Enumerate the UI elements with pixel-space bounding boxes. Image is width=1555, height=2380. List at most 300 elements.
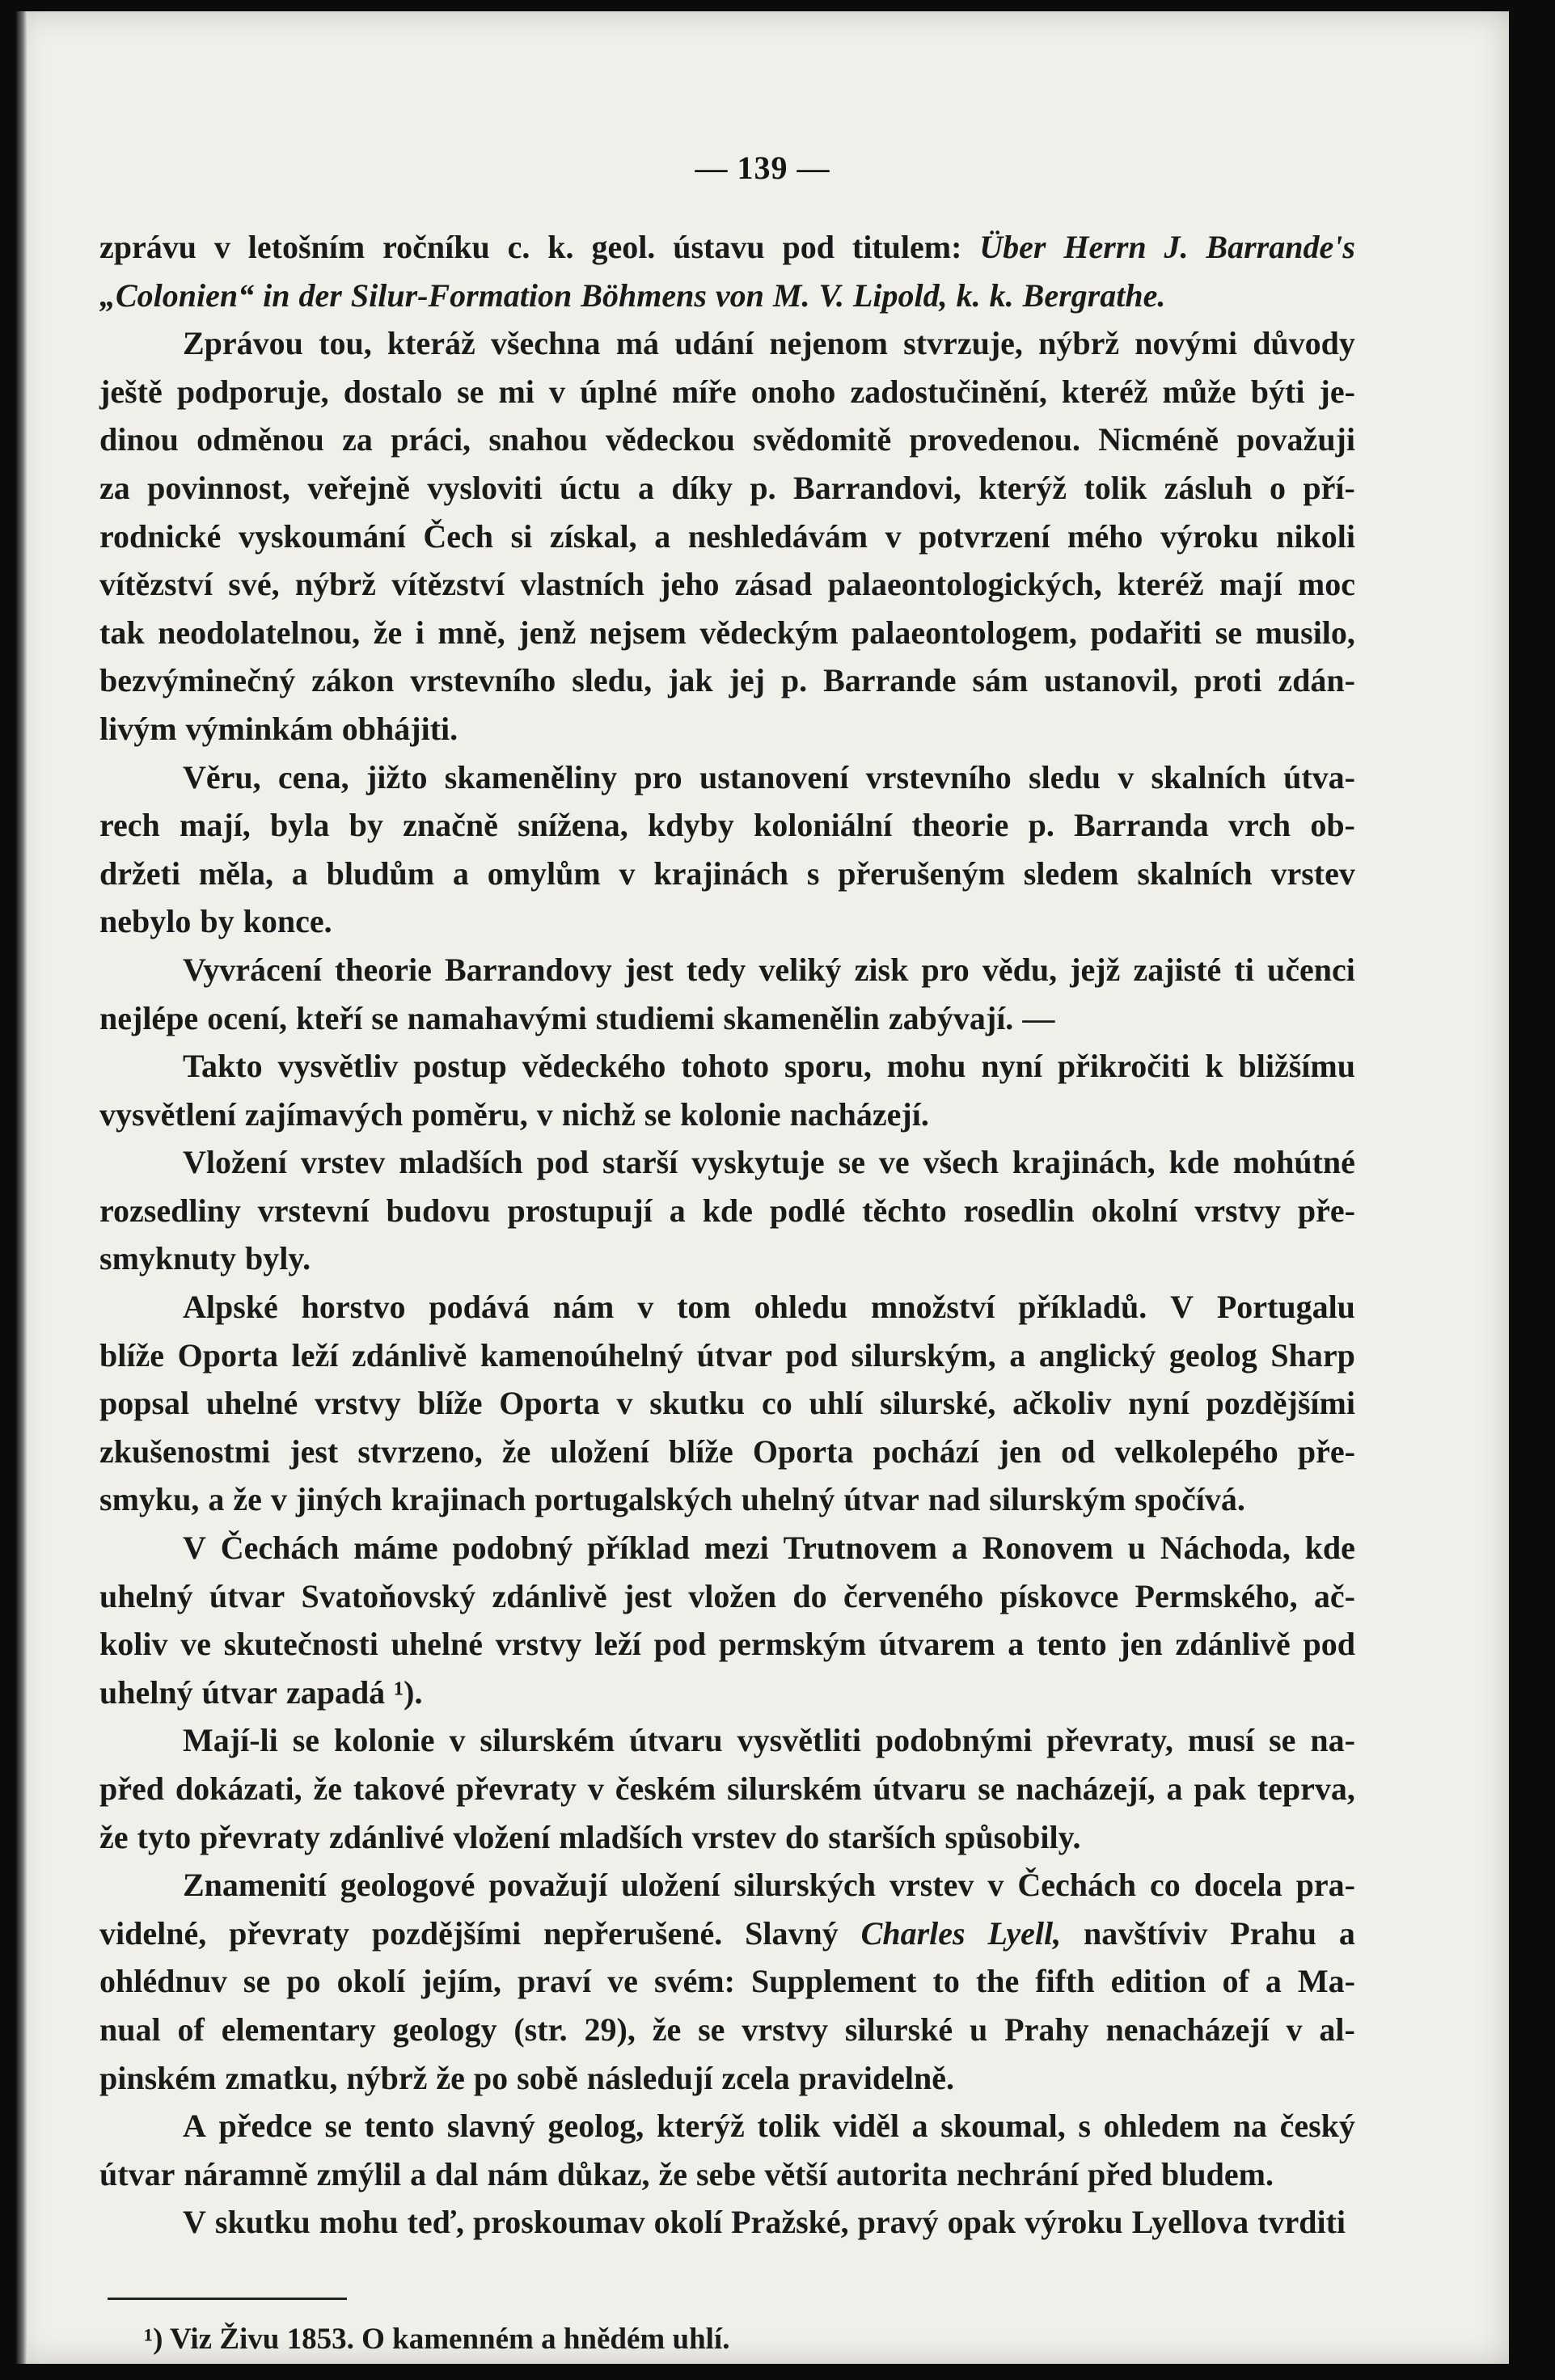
word: Takto <box>183 1048 263 1085</box>
word: Čechách <box>220 1530 340 1567</box>
word: zkušenostmi <box>99 1433 271 1470</box>
word: namahavými <box>407 999 587 1036</box>
word: neshledávám <box>687 517 868 555</box>
word: pískovce <box>999 1577 1119 1614</box>
word: silurské, <box>879 1385 996 1422</box>
word: zmatku, <box>225 2059 338 2096</box>
word: jiných <box>295 1481 382 1518</box>
word: před <box>1088 2155 1153 2192</box>
word: „Colonien“ <box>99 276 255 314</box>
word: V. <box>818 276 844 314</box>
word: geol. <box>591 229 656 265</box>
word: nejenom <box>769 325 888 362</box>
word: vlastních <box>520 566 644 603</box>
word: palaeontologem, <box>851 614 1077 651</box>
word: tou, <box>319 325 372 362</box>
word: livým <box>99 710 177 747</box>
word: pod <box>782 229 835 265</box>
word: uhlí <box>809 1385 864 1422</box>
word: Ma- <box>1297 1963 1355 2000</box>
word: blíže <box>668 1433 733 1470</box>
word: potvrzení <box>919 517 1050 555</box>
word: míře <box>671 373 737 410</box>
word: nyní <box>1128 1385 1189 1422</box>
word: útvaru <box>629 1722 723 1759</box>
word: kolonie <box>680 1095 781 1133</box>
word: skamenělin <box>723 999 880 1036</box>
word: vrstevní <box>257 1192 370 1229</box>
word: zabývají. <box>888 999 1014 1036</box>
word: Barrande's <box>1206 229 1355 265</box>
word: a <box>1008 1626 1025 1663</box>
text-line <box>99 1909 1355 1958</box>
word: pří- <box>1303 469 1355 506</box>
word: byly. <box>244 1240 311 1277</box>
word: zisk <box>854 951 909 988</box>
text-line <box>99 1042 1355 1091</box>
word: se <box>243 1963 271 2000</box>
word: a <box>1265 1963 1282 2000</box>
word: vrch <box>1228 807 1291 844</box>
word: se <box>644 1095 672 1133</box>
word: viděl <box>832 2108 900 2145</box>
word: ti <box>1234 951 1254 988</box>
word: podlé <box>769 1192 846 1229</box>
word: permským <box>718 1626 867 1663</box>
word: tento <box>364 2108 435 2145</box>
word: snahou <box>488 421 588 458</box>
word: odměnou <box>196 421 324 458</box>
word: se <box>1215 614 1243 651</box>
text-line <box>99 2198 1355 2247</box>
word: nebylo <box>99 903 192 940</box>
word: náramně <box>184 2155 308 2192</box>
word: Svatoňovský <box>301 1577 476 1614</box>
word: příkladů. <box>1018 1289 1147 1326</box>
word: uložení <box>621 1867 720 1904</box>
word: podobnými <box>875 1722 1033 1759</box>
word: pozdějšími <box>1206 1385 1355 1422</box>
word: Silur-Formation <box>350 276 573 314</box>
word: nýbrž <box>1038 325 1120 362</box>
word: podává <box>429 1289 530 1326</box>
word: Charles <box>860 1914 966 1952</box>
word: množství <box>871 1289 995 1326</box>
word: uložení <box>550 1433 649 1470</box>
word: vrstvy <box>1194 1192 1281 1229</box>
word: nejsem <box>589 614 687 651</box>
word: nechrání <box>956 2155 1080 2192</box>
word: Nicméně <box>1098 421 1219 458</box>
word: ač- <box>1313 1577 1355 1614</box>
word: sobě <box>517 2059 578 2096</box>
word: omylům <box>487 855 601 892</box>
word: v <box>987 1867 1004 1904</box>
word: učenci <box>1266 951 1355 988</box>
word: mezi <box>704 1530 769 1567</box>
word: uhelný <box>99 1673 193 1711</box>
word: Sharp <box>1270 1336 1355 1374</box>
word: k <box>1205 1048 1223 1085</box>
word: zdánlivě <box>351 1336 467 1374</box>
word: je- <box>1319 373 1355 410</box>
word: že <box>373 614 403 651</box>
word: ve <box>607 1963 638 2000</box>
word: a <box>911 2108 928 2145</box>
word: Barranda <box>1074 807 1209 844</box>
word: kteří <box>296 999 363 1036</box>
word: všech <box>923 1144 999 1181</box>
word: budovu <box>386 1192 491 1229</box>
word: — <box>1022 999 1055 1036</box>
word: nacházejí. <box>789 1095 929 1133</box>
word: zmýlil <box>316 2155 402 2192</box>
word: praví <box>517 1963 592 2000</box>
word: the <box>975 1963 1020 2000</box>
word: kde <box>1168 1144 1219 1181</box>
word: smyku, <box>99 1481 200 1518</box>
word: českém <box>615 1770 716 1807</box>
word: opak <box>947 2204 1016 2241</box>
text-line <box>99 801 1355 850</box>
word: v <box>616 1385 633 1422</box>
word: sporu, <box>784 1048 872 1085</box>
word: že <box>501 1433 531 1470</box>
word: skoumal, <box>940 2108 1066 2145</box>
word: vysvětliv <box>277 1048 399 1085</box>
body-text <box>99 223 1355 2247</box>
word: mohu <box>319 2204 399 2241</box>
word: Permského, <box>1135 1577 1298 1614</box>
word: Zprávou <box>183 325 303 362</box>
word: poměru, <box>412 1095 528 1133</box>
text-line <box>99 753 1355 802</box>
word: silurském <box>727 1770 862 1807</box>
word: co <box>1150 1867 1181 1904</box>
word: kde <box>1304 1530 1355 1567</box>
word: pro <box>634 758 682 795</box>
word: Trutnovem <box>783 1530 937 1567</box>
word: bližšímu <box>1238 1048 1355 1085</box>
word: útvar <box>843 1481 919 1518</box>
word: Über <box>979 229 1046 265</box>
word: se <box>457 373 484 410</box>
word: navštíviv <box>1084 1914 1208 1952</box>
word: obhájiti. <box>341 710 458 747</box>
word: konce. <box>243 903 332 940</box>
word: důkaz, <box>557 2155 650 2192</box>
word: převraty <box>456 1770 577 1807</box>
word: studiemi <box>595 999 715 1036</box>
word: musí <box>1187 1722 1255 1759</box>
word: kde <box>702 1192 753 1229</box>
text-line <box>99 272 1355 320</box>
text-line <box>99 1572 1355 1621</box>
word: podařiti <box>1090 614 1202 651</box>
word: přerušeným <box>838 855 1005 892</box>
word: dal <box>435 2155 479 2192</box>
word: pochází <box>873 1433 979 1470</box>
word: portugalských <box>535 1481 733 1518</box>
word: mají <box>1219 566 1282 603</box>
page-spine-shadow <box>16 11 27 2364</box>
word: zásluh <box>1164 469 1253 506</box>
word: autorita <box>836 2155 948 2192</box>
word: vědu, <box>982 951 1058 988</box>
word: práci, <box>391 421 471 458</box>
text-line <box>99 560 1355 609</box>
text-line <box>99 1331 1355 1380</box>
word: rosedlin <box>963 1192 1075 1229</box>
word: úplné <box>580 373 657 410</box>
word: všechna <box>490 325 601 362</box>
word: a <box>669 1192 686 1229</box>
footnote-text: Viz Živu 1853. O kamenném a hnědém uhlí. <box>170 2323 730 2356</box>
word: Barrandovi, <box>793 469 961 506</box>
word: silurským, <box>851 1336 996 1374</box>
word: Čechách <box>1017 1867 1136 1904</box>
word: na- <box>1310 1722 1355 1759</box>
word: vrstev <box>691 1818 776 1855</box>
word: považuji <box>1236 421 1355 458</box>
word: útvar <box>201 1673 277 1711</box>
word: byla <box>270 807 330 844</box>
word: nyní <box>981 1048 1042 1085</box>
word: uhelné <box>205 1385 298 1422</box>
text-line <box>99 223 1355 272</box>
word: zdánlivé <box>328 1818 445 1855</box>
word: jen <box>1119 1626 1163 1663</box>
word: tvrditi <box>1257 2204 1346 2241</box>
word: pře- <box>1297 1192 1355 1229</box>
word: následují <box>586 2059 713 2096</box>
word: vložen <box>688 1577 777 1614</box>
word: nýbrž <box>294 566 376 603</box>
word: červeného <box>843 1577 984 1614</box>
page-number: — 139 — <box>695 150 830 186</box>
word: pře- <box>1297 1433 1355 1470</box>
word: do <box>792 1577 827 1614</box>
word: ocení, <box>207 999 288 1036</box>
word: okolní <box>1091 1192 1178 1229</box>
word: kteréž <box>1117 566 1204 603</box>
text-line <box>99 513 1355 561</box>
word: nám <box>552 1289 615 1326</box>
word: na <box>1232 2108 1267 2145</box>
word: a <box>637 469 654 506</box>
word: své, <box>228 566 280 603</box>
word: Pražské, <box>731 2204 849 2241</box>
word: podobný <box>452 1530 573 1567</box>
word: Vložení <box>183 1144 287 1181</box>
word: vrstvy <box>495 1626 582 1663</box>
word: se <box>698 2011 725 2048</box>
word: of <box>1222 1963 1249 2000</box>
word: jest <box>624 951 674 988</box>
word: a <box>654 517 671 555</box>
word: skalních <box>1137 855 1253 892</box>
word: V <box>183 1530 206 1567</box>
word: povinnost, <box>147 469 290 506</box>
word: výminkám <box>185 710 333 747</box>
word: zcela <box>721 2059 790 2096</box>
word: po <box>473 2059 509 2096</box>
word: mladších <box>559 1818 683 1855</box>
word: český <box>1279 2108 1355 2145</box>
word: jižto <box>366 758 428 795</box>
book-page <box>16 11 1509 2364</box>
word: vyskytuje <box>691 1144 825 1181</box>
text-line <box>99 319 1355 368</box>
word: může <box>1162 373 1236 410</box>
text-line <box>99 1669 1355 1717</box>
word: zásad <box>734 566 813 603</box>
word: kolonie <box>334 1722 435 1759</box>
word: tom <box>677 1289 731 1326</box>
text-line <box>99 656 1355 705</box>
word: tak <box>99 614 145 651</box>
word: jej <box>729 662 765 699</box>
word: fifth <box>1035 1963 1095 2000</box>
word: mladších <box>399 1144 523 1181</box>
word: to <box>932 1963 960 2000</box>
word: že <box>313 1770 343 1807</box>
word: geologové <box>340 1867 475 1904</box>
word: J. <box>1164 229 1189 265</box>
word: skutku <box>214 2204 311 2241</box>
word: skutku <box>649 1385 746 1422</box>
word: Mají-li <box>183 1722 278 1759</box>
word: skutečnosti <box>223 1626 378 1663</box>
word: zdán- <box>1278 662 1355 699</box>
word: držeti <box>99 855 180 892</box>
word: snížena, <box>518 807 628 844</box>
word: 29), <box>584 2011 636 2048</box>
word: mně, <box>437 614 505 651</box>
word: palaeontologických, <box>827 566 1102 603</box>
word: veřejně <box>307 469 410 506</box>
text-line <box>99 1283 1355 1331</box>
text-line <box>99 850 1355 898</box>
word: a <box>410 2155 427 2192</box>
word: kterýž <box>978 469 1067 506</box>
word: jenž <box>518 614 577 651</box>
word: nad <box>928 1481 981 1518</box>
word: k. <box>989 276 1014 314</box>
word: se <box>324 2108 352 2145</box>
word: vrstevního <box>410 662 556 699</box>
word: sledem <box>1023 855 1119 892</box>
word: si <box>510 517 533 555</box>
word: silurským <box>989 1481 1126 1518</box>
text-line <box>99 1091 1355 1139</box>
word: ve <box>878 1144 910 1181</box>
word: a <box>208 1481 225 1518</box>
word: ročníku <box>382 229 490 265</box>
word: ústavu <box>673 229 765 265</box>
word: nám <box>487 2155 549 2192</box>
word: Náchoda, <box>1160 1530 1291 1567</box>
text-line <box>99 2006 1355 2054</box>
word: letošním <box>247 229 366 265</box>
word: u <box>970 2011 988 2048</box>
text-line <box>99 994 1355 1043</box>
word: koloniální <box>754 807 893 844</box>
word: nejlépe <box>99 999 199 1036</box>
word: takové <box>353 1770 446 1807</box>
word: udání <box>674 325 754 362</box>
word: p. <box>750 469 776 506</box>
word: Oporta <box>177 1336 279 1374</box>
word: Supplement <box>750 1963 917 2000</box>
word: vědeckým <box>699 614 839 651</box>
word: větší <box>764 2155 828 2192</box>
footnote-rule <box>108 2298 347 2300</box>
word: útvarem <box>878 1626 995 1663</box>
word: leží <box>594 1626 641 1663</box>
word: sledu <box>1029 758 1101 795</box>
word: spůsobily. <box>944 1818 1081 1855</box>
word: ještě <box>99 373 163 410</box>
word: bezvýminečný <box>99 662 296 699</box>
word: vrstvy <box>742 2011 828 2048</box>
word: zákon <box>311 662 395 699</box>
footnote <box>144 2322 729 2357</box>
word: Bergrathe. <box>1022 276 1166 314</box>
word: Ronovem <box>982 1530 1113 1567</box>
word: vysloviti <box>427 469 543 506</box>
word: pinském <box>99 2059 217 2096</box>
word: jest <box>623 1577 672 1614</box>
word: al- <box>1319 2011 1355 2048</box>
word: edition <box>1110 1963 1206 2000</box>
text-line <box>99 1234 1355 1283</box>
word: bludem. <box>1161 2155 1274 2192</box>
word: rozsedliny <box>99 1192 241 1229</box>
word: vrstev <box>1270 855 1355 892</box>
word: uhelný <box>741 1481 835 1518</box>
word: dinou <box>99 421 179 458</box>
word: zprávu <box>99 229 196 265</box>
word: kterýž <box>656 2108 745 2145</box>
word: vrstev <box>300 1144 386 1181</box>
word: v <box>1118 758 1135 795</box>
word: blíže <box>99 1336 164 1374</box>
word: výroku <box>1025 2204 1123 2241</box>
word: získal, <box>549 517 637 555</box>
text-line <box>99 416 1355 464</box>
word: nikoli <box>1276 517 1355 555</box>
text-line <box>99 946 1355 994</box>
word: prostupují <box>507 1192 653 1229</box>
word: v <box>536 1095 553 1133</box>
word: dostalo <box>343 373 442 410</box>
word: sám <box>972 662 1029 699</box>
word: c. <box>507 229 530 265</box>
word: pravidelně. <box>798 2059 954 2096</box>
word: vložení <box>453 1818 551 1855</box>
word: postup <box>413 1048 507 1085</box>
word: svědomitě <box>753 421 892 458</box>
word: v <box>213 229 230 265</box>
word: útva- <box>1283 758 1355 795</box>
text-line <box>99 1957 1355 2006</box>
word: dokázati, <box>175 1770 302 1807</box>
word: mohútné <box>1232 1144 1355 1181</box>
word: se <box>978 1770 1005 1807</box>
word: tohoto <box>681 1048 770 1085</box>
word: sebe <box>696 2155 756 2192</box>
